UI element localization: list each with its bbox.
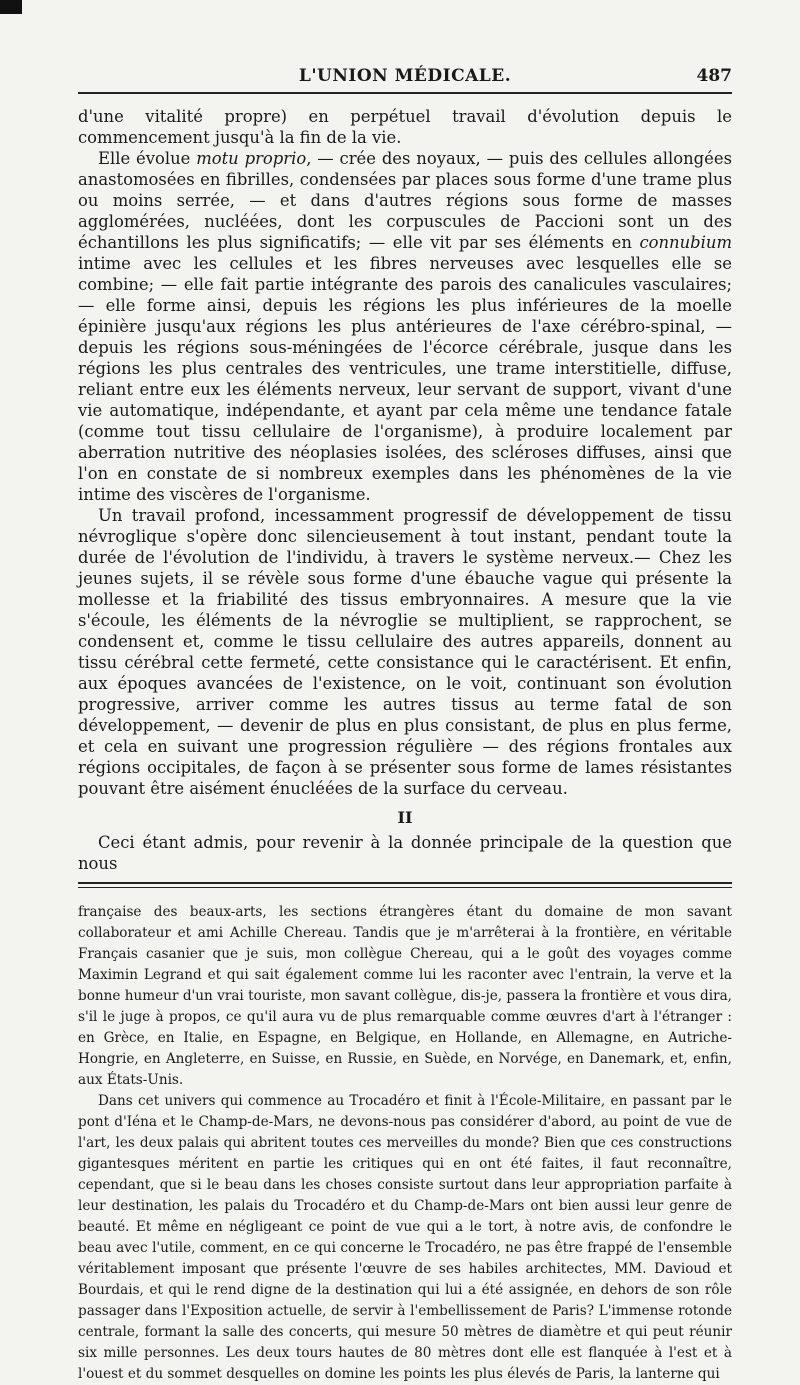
italic-motu-proprio: motu proprio	[196, 149, 307, 168]
paragraph-2-part-b: , — crée des noyaux, — puis des cellules allongées anastomosées en fibrilles, condensées par places sous forme d'une trame plus ou moins serrée, — et dans d'autres régions sous forme de masses agglomérées, nucléées, dont les corpuscules de Paccioni sont un des échantillons les plus significatifs; — elle vit par ses éléments en	[78, 149, 732, 252]
feuilleton-text	[78, 902, 732, 1385]
paragraph-2	[78, 148, 732, 505]
paragraph-2-part-c: intime avec les cellules et les fibres nerveuses avec lesquelles elle se combine; — elle fait partie intégrante des parois des canalicules vasculaires; — elle forme ainsi, depuis les régions les plus inférieures de la moelle épinière jusqu'aux régions les plus antérieures de l'axe cérébro-spinal, — depuis les régions sous-méningées de l'écorce cérébrale, jusque dans les régions les plus centrales des ventricules, une trame interstitielle, diffuse, reliant entre eux les éléments nerveux, leur servant de support, vivant d'une vie automatique, indépendante, et ayant par cela même une tendance fatale (comme tout tissu cellulaire de l'organisme), à produire localement par aberration nutritive des néoplasies isolées, des scléroses diffuses, ainsi que l'on en constate de si nombreux exemples dans les phénomènes de la vie intime des viscères de l'organisme.	[78, 254, 732, 504]
page	[78, 62, 732, 1385]
main-text	[78, 106, 732, 874]
page-header	[78, 62, 732, 94]
paragraph-1: d'une vitalité propre) en perpétuel travail d'évolution depuis le commencement jusqu'à la fin de la vie.	[78, 107, 732, 147]
feuilleton-paragraph-1: française des beaux-arts, les sections étrangères étant du domaine de mon savant collaborateur et ami Achille Chereau. Tandis que je m'arrêterai à la frontière, en véritable Français casanier que je suis, mon collègue Chereau, qui a le goût des voyages comme Maximin Legrand et qui sait également comme lui les raconter avec l'entrain, la verve et la bonne humeur d'un vrai touriste, mon savant collègue, dis-je, passera la frontière et vous dira, s'il le juge à propos, ce qu'il aura vu de plus remarquable comme œuvres d'art à l'étranger : en Grèce, en Italie, en Espagne, en Belgique, en Hollande, en Allemagne, en Autriche-Hongrie, en Angleterre, en Suisse, en Russie, en Suède, en Norvége, en Danemark, et, enfin, aux États-Unis.	[78, 904, 732, 1088]
running-title: L'UNION MÉDICALE.	[298, 66, 512, 86]
page-number: 487	[696, 66, 732, 86]
feuilleton-paragraph-2: Dans cet univers qui commence au Trocadéro et finit à l'École-Militaire, en passant par le pont d'Iéna et le Champ-de-Mars, ne devons-nous pas considérer d'abord, au point de vue de l'art, les deux palais qui abritent toutes ces merveilles du monde? Bien que ces constructions gigantesques méritent en partie les critiques qui en ont été faites, il faut reconnaître, cependant, que si le beau dans les choses consiste surtout dans leur appropriation parfaite à leur destination, les palais du Trocadéro et du Champ-de-Mars ont bien aussi leur genre de beauté. Et même en négligeant ce point de vue qui a le tort, à notre avis, de confondre le beau avec l'utile, comment, en ce qui concerne le Trocadéro, ne pas être frappé de l'ensemble véritablement imposant que présente l'œuvre de ses habiles architectes, MM. Davioud et Bourdais, et qui le rend digne de la destination qui lui a été assignée, en dehors de son rôle passager dans l'Exposition actuelle, de servir à l'embellissement de Paris? L'immense rotonde centrale, formant la salle des concerts, qui mesure 50 mètres de diamètre et qui peut réunir six mille personnes. Les deux tours hautes de 80 mètres dont elle est flanquée à l'est et à l'ouest et du sommet desquelles on domine les points les plus élevés de Paris, la lanterne qui	[78, 1093, 732, 1382]
footnote-separator	[78, 882, 732, 888]
paragraph-4: Ceci étant admis, pour revenir à la donnée principale de la question que nous	[78, 833, 732, 873]
section-number: II	[397, 808, 413, 827]
paragraph-3: Un travail profond, incessamment progressif de développement de tissu névroglique s'opère donc silencieusement à tout instant, pendant toute la durée de l'évolution de l'individu, à travers le système nerveux.— Chez les jeunes sujets, il se révèle sous forme d'une ébauche vague qui présente la mollesse et la friabilité des tissus embryonnaires. A mesure que la vie s'écoule, les éléments de la névroglie se multiplient, se rapprochent, se condensent et, comme le tissu cellulaire des autres appareils, donnent au tissu cérébral cette fermeté, cette consistance qui le caractérisent. Et enfin, aux époques avancées de l'existence, on le voit, continuant son évolution progressive, arriver comme les autres tissus au terme fatal de son développement, — devenir de plus en plus consistant, de plus en plus ferme, et cela en suivant une progression régulière — des régions frontales aux régions occipitales, de façon à se présenter sous forme de lames résistantes pouvant être aisément énucléées de la surface du cerveau.	[78, 506, 732, 798]
scan-edge-mark	[0, 0, 22, 14]
italic-connubium: connubium	[639, 233, 732, 252]
paragraph-2-part-a: Elle évolue	[98, 149, 197, 168]
